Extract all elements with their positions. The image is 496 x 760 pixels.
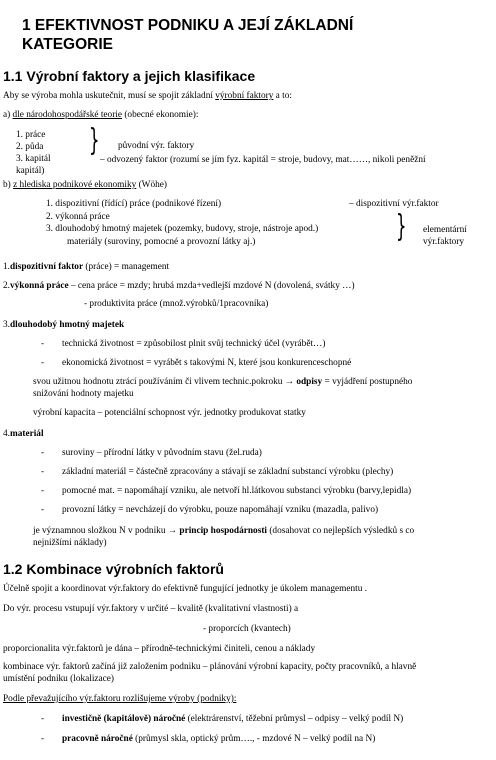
- point-2: 2.výkonná práce – cena práce = mzdy; hrubá mzda+vedlejší mzdové N (dovolená, svátky …): [3, 281, 355, 291]
- list-item: provozní látky = nevcházejí do výrobku, pouze napomáhají vzniku (mazadla, palivo): [62, 505, 379, 515]
- list-bullet: -: [41, 467, 45, 477]
- economy-principle-text: je významnou složkou N v podniku → princip hospodárnosti (dosahovat co nejlepších výsledků s co: [33, 526, 415, 536]
- classification-b: b) z hlediska podnikové ekonomiky (Wöhe): [3, 180, 167, 190]
- economy-principle-text-cont: nejnižšími náklady): [33, 538, 107, 548]
- list-item: 2. půda: [16, 142, 44, 152]
- depreciation-text: svou užitnou hodnotu ztrácí používáním či vlivem technic.pokroku → odpisy = vyjádření postupného: [33, 377, 413, 387]
- point-3: 3.dlouhodobý hmotný majetek: [3, 320, 125, 330]
- list-bullet: -: [41, 358, 45, 368]
- point-4: 4.materiál: [3, 429, 44, 439]
- elementary-factors-note-2: výr.faktory: [423, 237, 465, 247]
- original-factors-note: původní výr. faktory: [118, 141, 195, 151]
- list-item: ekonomická životnost = vyrábět s takovými N, které jsou konkurenceschopné: [62, 358, 352, 368]
- chapter-title-line2: KATEGORIE: [22, 36, 113, 53]
- paragraph-sub: - proporcích (kvantech): [203, 624, 291, 634]
- paragraph: proporcionalita výr.faktorů je dána – přírodně-technickými činiteli, cenou a náklady: [3, 644, 316, 654]
- brace-symbol: }: [89, 123, 100, 158]
- list-item: základní materiál = částečně zpracovány a stávají se základní substancí výrobku (plechy): [62, 467, 394, 477]
- list-bullet: -: [41, 714, 45, 724]
- list-item: 1. práce: [16, 130, 46, 140]
- list-item-cont: materiály (suroviny, pomocné a provozní látky aj.): [67, 237, 256, 247]
- list-item: 2. výkonná práce: [46, 212, 110, 222]
- list-item: technická životnost = způsobilost plnit svůj technický účel (vyrábět…): [62, 339, 326, 349]
- paragraph-cont: umístění podniku (lokalizace): [3, 674, 115, 684]
- derived-factor-note: – odvozený faktor (rozumí se jím fyz. kapitál = stroje, budovy, mat……, nikoli peněžní: [100, 155, 426, 165]
- list-item: investičně (kapitálově) náročné (elektrárenství, těžební průmysl – odpisy – velký podíl N): [62, 714, 404, 724]
- dispositive-factor-note: – dispozitivní výr.faktor: [349, 199, 439, 209]
- list-item: suroviny – přírodní látky v původním stavu (žel.ruda): [62, 448, 262, 458]
- list-bullet: -: [41, 448, 45, 458]
- derived-factor-note-cont: kapitál): [16, 166, 45, 176]
- depreciation-text-cont: snižování hodnoty majetku: [33, 389, 134, 399]
- list-item: 1. dispozitivní (řídící) práce (podnikové řízení): [46, 199, 222, 209]
- list-item: pomocné mat. = napomáhají vzniku, ale netvoří hl.látkovou substanci výrobku (barvy,lepidla): [62, 486, 412, 496]
- capacity-text: výrobní kapacita – potenciální schopnost výr. jednotky produkovat statky: [33, 408, 306, 418]
- point-1: 1.dispozitivní faktor (práce) = management: [3, 262, 170, 272]
- brace-symbol: }: [396, 209, 407, 244]
- elementary-factors-note: elementární: [423, 225, 467, 235]
- section-heading-1-1: 1.1 Výrobní faktory a jejich klasifikace: [3, 68, 256, 84]
- paragraph: kombinace výr. faktorů začíná již založením podniku – plánování výrobní kapacity, počty pracovníků, a hlavně: [3, 662, 417, 672]
- list-bullet: -: [41, 734, 45, 744]
- list-bullet: -: [41, 339, 45, 349]
- chapter-title-line1: 1 EFEKTIVNOST PODNIKU A JEJÍ ZÁKLADNÍ: [22, 17, 354, 34]
- intro-paragraph: Aby se výroba mohla uskutečnit, musí se spojit základní výrobní faktory a to:: [3, 91, 292, 101]
- list-item: 3. dlouhodobý hmotný majetek (pozemky, budovy, stroje, nástroje apod.): [46, 224, 319, 234]
- list-item: pracovně náročné (průmysl skla, optický prům…., - mzdové N – velký podíl na N): [62, 734, 376, 744]
- classification-a: a) dle národohospodářské teorie (obecné ekonomie):: [3, 110, 199, 120]
- list-item: 3. kapitál: [16, 154, 51, 164]
- point-2-sub: - produktivita práce (množ.výrobků/1pracovníka): [84, 299, 269, 309]
- list-bullet: -: [41, 505, 45, 515]
- paragraph: Účelně spojit a koordinovat výr.faktory do efektivně fungující jednotky je úkolem managementu .: [3, 584, 368, 594]
- paragraph: Do výr. procesu vstupují výr.faktory v určité – kvalitě (kvalitativní vlastnosti) a: [3, 604, 299, 614]
- paragraph: Podle převažujícího výr.faktoru rozlišujeme výroby (podniky):: [3, 694, 237, 704]
- list-bullet: -: [41, 486, 45, 496]
- section-heading-1-2: 1.2 Kombinace výrobních faktorů: [3, 561, 224, 577]
